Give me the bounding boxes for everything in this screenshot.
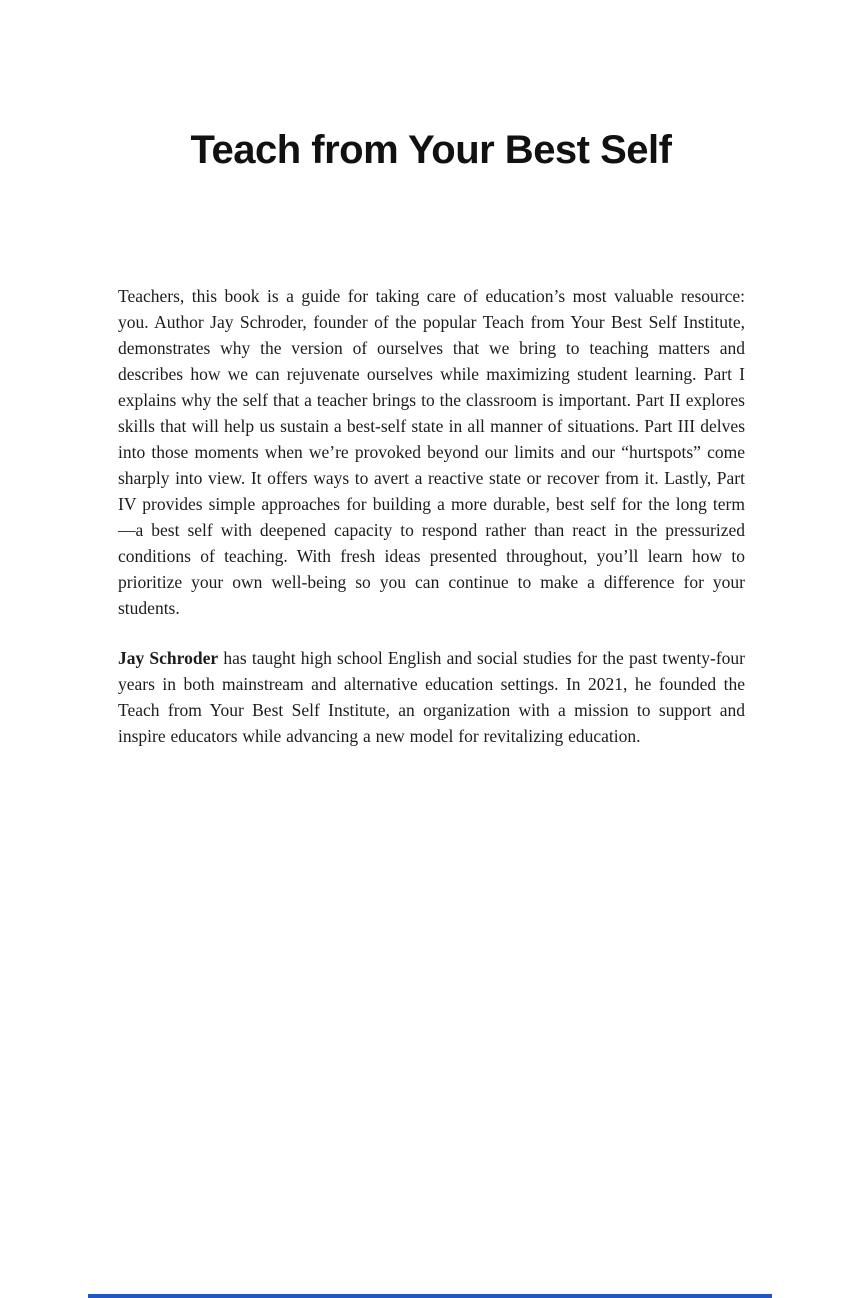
page-title: Teach from Your Best Self	[190, 128, 672, 172]
author-bio-text: has taught high school English and social studies for the past twenty-four years in both mainstream and alternative education settings. In 2021, he founded the Teach from Your Best Self Institute, an organization with a mission to support and inspire educators while advancing a new model for revitalizing education.	[118, 648, 745, 746]
body-text-block	[118, 283, 745, 773]
bottom-accent-rule	[88, 1294, 772, 1298]
author-bio-paragraph	[118, 645, 745, 749]
author-name: Jay Schroder	[118, 648, 219, 668]
description-paragraph: Teachers, this book is a guide for taking care of education’s most valuable resource: you. Author Jay Schroder, founder of the popular Teach from Your Best Self Institute, demonstrates why the version of ourselves that we bring to teaching matters and describes how we can rejuvenate ourselves while maximizing student learning. Part I explains why the self that a teacher brings to the classroom is important. Part II explores skills that will help us sustain a best-self state in all manner of situations. Part III delves into those moments when we’re provoked beyond our limits and our “hurtspots” come sharply into view. It offers ways to avert a reactive state or recover from it. Lastly, Part IV provides simple approaches for building a more durable, best self for the long term—a best self with deepened capacity to respond rather than react in the pressurized conditions of teaching. With fresh ideas presented throughout, you’ll learn how to prioritize your own well-being so you can continue to make a difference for your students.	[118, 286, 745, 618]
